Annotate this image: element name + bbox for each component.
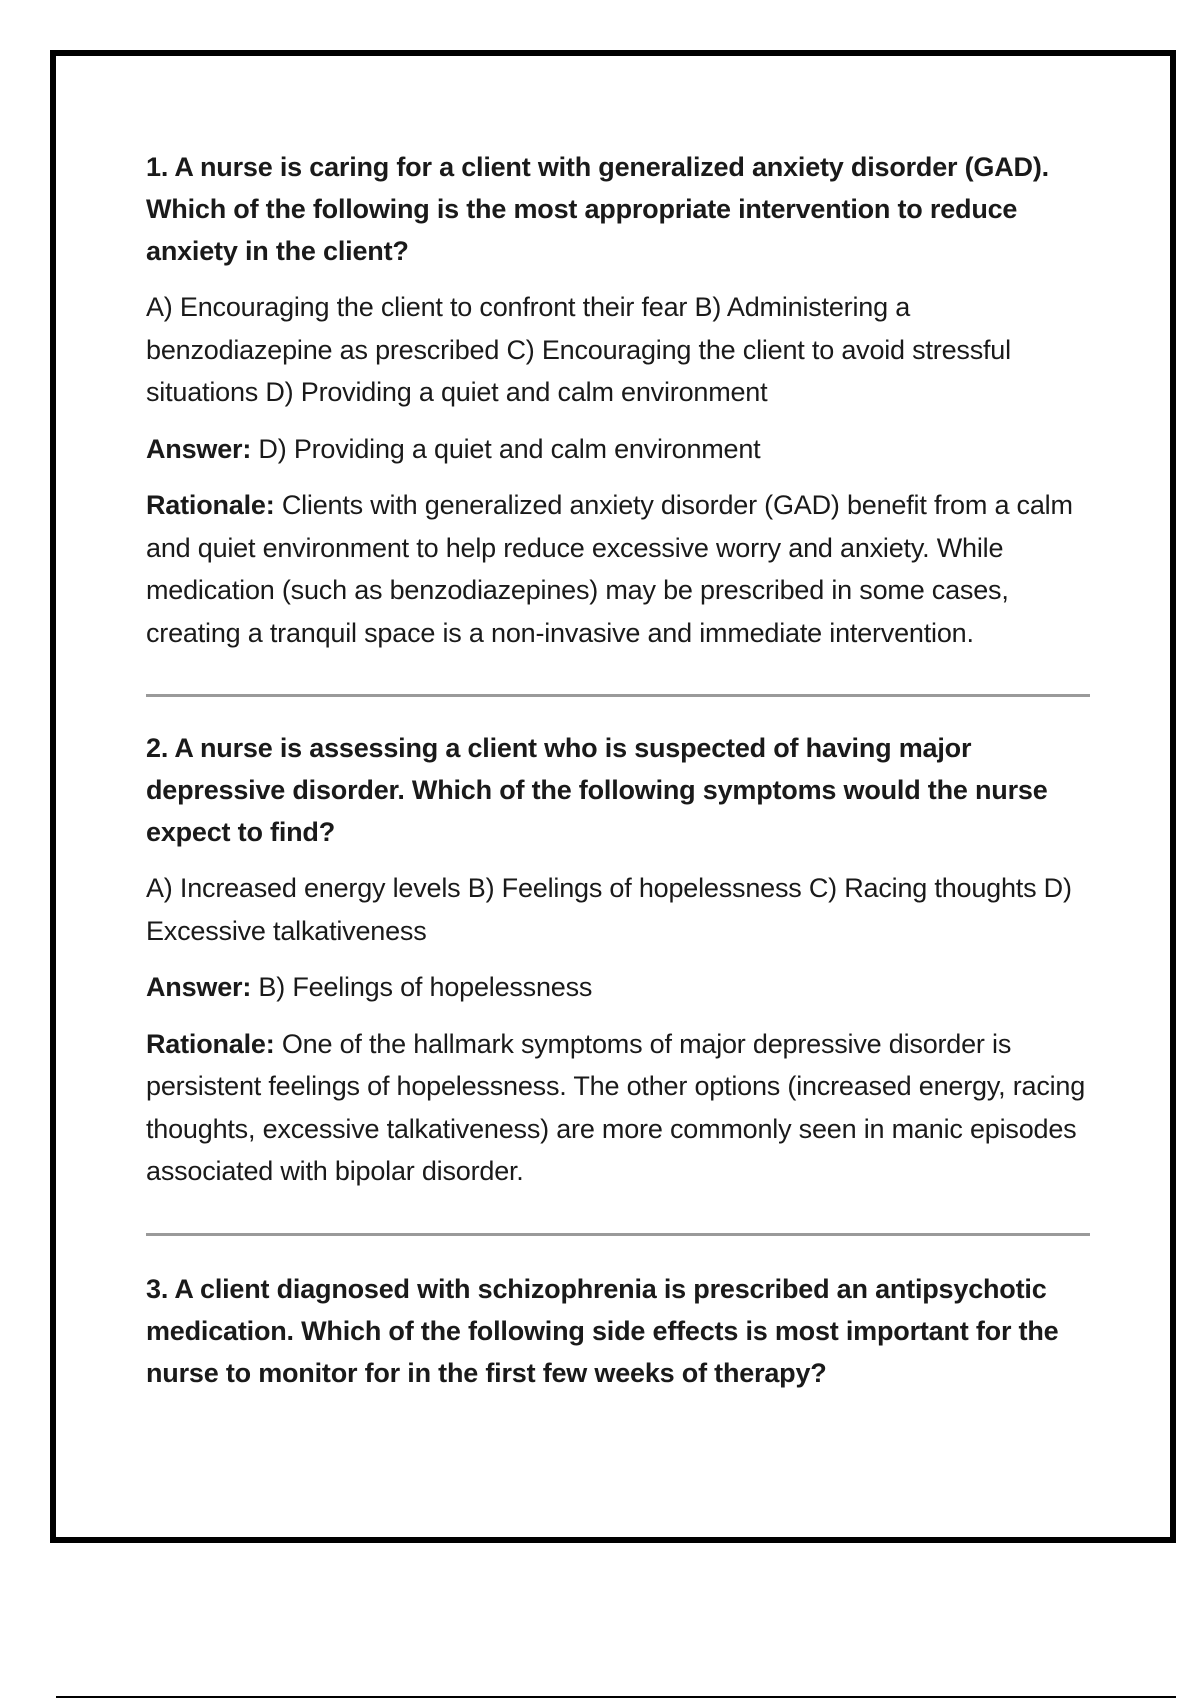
answer-label: Answer: (146, 433, 252, 464)
question-1-answer (146, 428, 1090, 471)
question-block-1 (146, 146, 1090, 654)
rationale-text: Clients with generalized anxiety disorder (GAD) benefit from a calm and quiet environment to help reduce excessive worry and anxiety. While medication (such as benzodiazepines) may be prescribed in some cases, creating a tranquil space is a non-invasive and immediate intervention. (146, 490, 1073, 648)
page-bottom-rule (56, 1696, 1176, 1698)
answer-text: D) Providing a quiet and calm environment (251, 433, 761, 464)
question-2-answer (146, 966, 1090, 1009)
rationale-label: Rationale: (146, 490, 275, 520)
question-2-options: A) Increased energy levels B) Feelings of hopelessness C) Racing thoughts D) Excessive talkativeness (146, 873, 1072, 946)
question-block-3 (146, 1268, 1090, 1394)
question-1-text: 1. A nurse is caring for a client with generalized anxiety disorder (GAD). Which of the following is the most appropriate intervention to reduce anxiety in the client? (146, 152, 1049, 266)
question-block-2 (146, 727, 1090, 1193)
question-2-text: 2. A nurse is assessing a client who is suspected of having major depressive disorder. Which of the following symptoms would the nurse expect to find? (146, 733, 1048, 847)
question-content (146, 146, 1090, 1408)
section-divider (146, 694, 1090, 697)
answer-text: B) Feelings of hopelessness (251, 972, 593, 1002)
question-1-options: A) Encouraging the client to confront their fear B) Administering a benzodiazepine as prescribed C) Encouraging the client to avoid stressful situations D) Providing a quiet and calm environment (146, 292, 1011, 407)
section-divider (146, 1233, 1090, 1236)
answer-label: Answer: (146, 972, 252, 1002)
question-2-rationale (146, 1023, 1090, 1193)
question-3-text: 3. A client diagnosed with schizophrenia is prescribed an antipsychotic medication. Which of the following side effects is most important for the nurse to monitor for in the first few weeks of therapy? (146, 1273, 1059, 1388)
rationale-text: One of the hallmark symptoms of major depressive disorder is persistent feelings of hopelessness. The other options (increased energy, racing thoughts, excessive talkativeness) are more commonly seen in manic episodes associated with bipolar disorder. (146, 1028, 1086, 1186)
rationale-label: Rationale: (146, 1028, 275, 1059)
question-1-rationale (146, 484, 1090, 654)
